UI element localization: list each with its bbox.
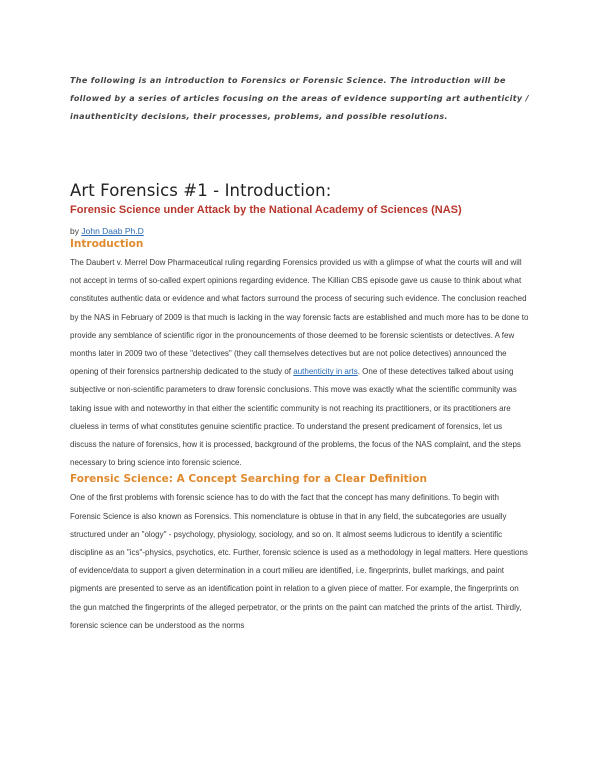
section-introduction bbox=[70, 237, 530, 472]
author-link[interactable]: John Daab Ph.D bbox=[81, 226, 144, 236]
byline bbox=[70, 225, 530, 237]
paragraph-text: . One of these detectives talked about using subjective or non-scientific parameters to draw forensic conclusions. This move was exactly what the scientific community was taking issue with and noteworthy in that either the scientific community is not reaching its practitioners, or its practitioners are clueless in terms of what constitutes genuine scientific practice. To understand the present predicament of forensics, let us discuss the nature of forensics, how it is processed, background of the problems, the focus of the NAS complaint, and the steps necessary to bring science into forensic science. bbox=[70, 367, 521, 468]
paragraph-text: The Daubert v. Merrel Dow Pharmaceutical ruling regarding Forensics provided us with a glimpse of what the courts will and will not accept in terms of so-called expert opinions regarding evidence. The Killian CBS episode gave us cause to think about what constitutes authentic data or evidence and what factors surround the process of securing such evidence. The conclusion reached by the NAS in February of 2009 is that much is lacking in the way forensic facts are established and much more has to be done to provide any semblance of scientific rigor in the pronouncements of those deemed to be forensic scientists or detectives. A few months later in 2009 two of these "detectives" (they call themselves detectives but are not police detectives) announced the opening of their forensics partnership dedicated to the study of bbox=[70, 258, 529, 377]
section-heading: Introduction bbox=[70, 238, 144, 250]
authenticity-in-arts-link[interactable]: authenticity in arts bbox=[293, 367, 358, 377]
article-subtitle: Forensic Science under Attack by the National Academy of Sciences (NAS) bbox=[70, 204, 462, 216]
article-title: Art Forensics #1 - Introduction: bbox=[70, 181, 332, 200]
section-paragraph bbox=[70, 254, 530, 472]
section-forensic-science-definition bbox=[70, 472, 530, 635]
section-paragraph: One of the first problems with forensic science has to do with the fact that the concept has many definitions. To begin with Forensic Science is also known as Forensics. This nomenclature is obtuse in that in any field, the subcategories are usually structured under an "ology" - psychology, physiology, sociology, and so on. It almost seems ludicrous to identify a scientific discipline as an "ics"-physics, psychotics, etc. Further, forensic science is used as a methodology in legal matters. Here questions of evidence/data to support a given determination in a court milieu are identified, i.e. fingerprints, bullet markings, and paint pigments are presented to serve as an identification point in relation to a given piece of matter. For example, the fingerprints on the gun matched the fingerprints of the alleged perpetrator, or the prints on the paint can matched the prints of the artist. Thirdly, forensic science can be understood as the norms bbox=[70, 493, 528, 630]
section-heading: Forensic Science: A Concept Searching for a Clear Definition bbox=[70, 473, 427, 486]
document-page bbox=[70, 72, 530, 635]
byline-prefix: by bbox=[70, 226, 79, 236]
intro-note: The following is an introduction to Forensics or Forensic Science. The introduction will be followed by a series of articles focusing on the areas of evidence supporting art authenticity / inauthenticity decisions, their processes, problems, and possible resolutions. bbox=[70, 76, 529, 121]
